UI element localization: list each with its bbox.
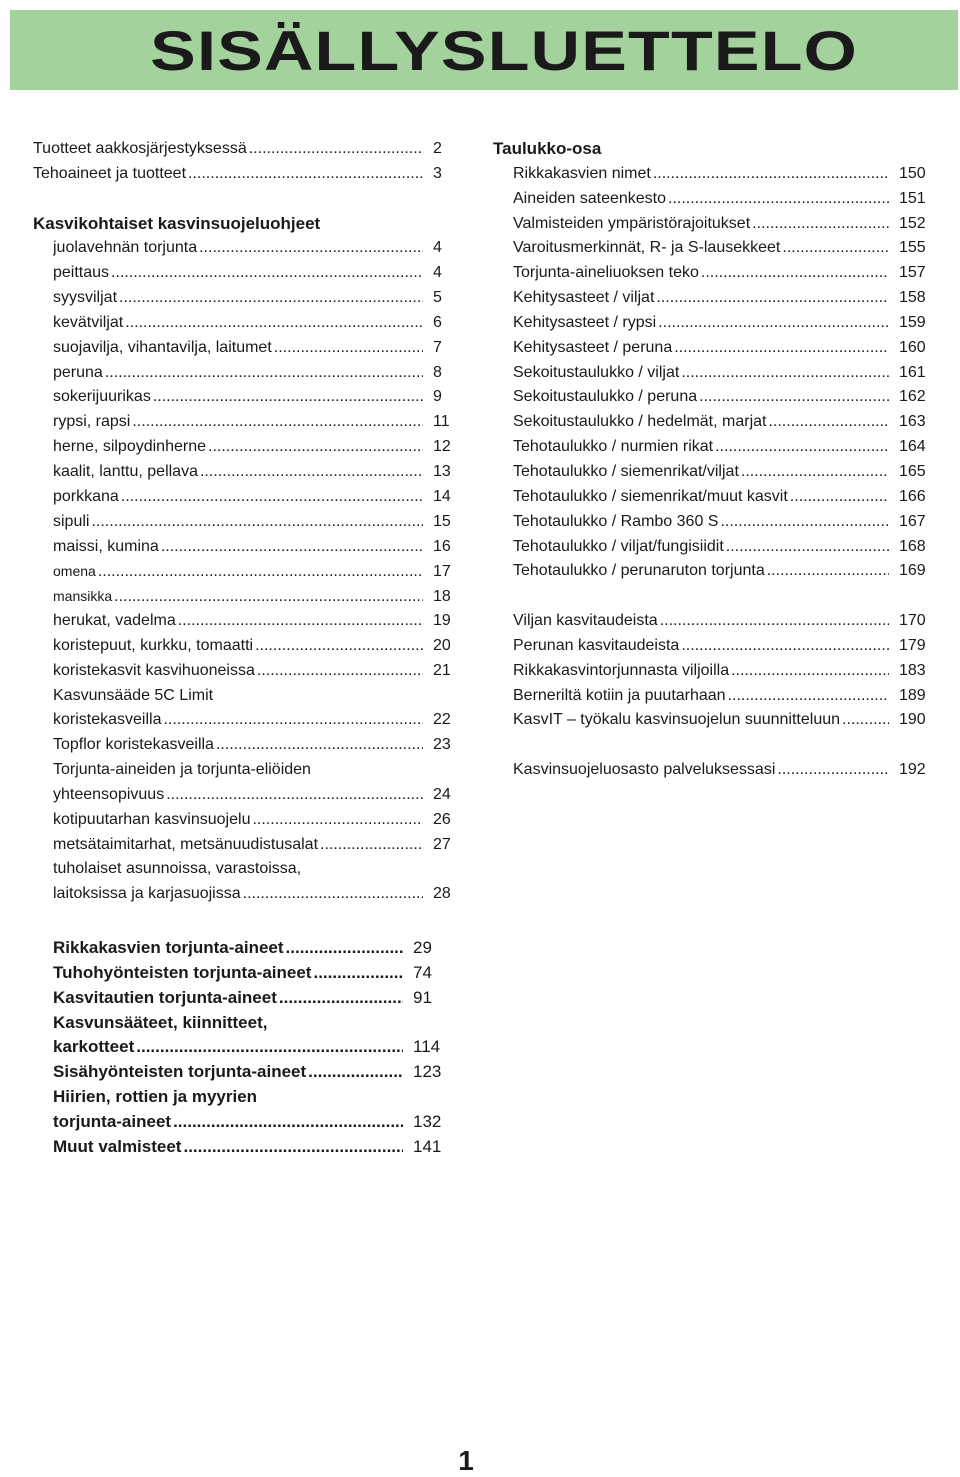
toc-page-number: 159	[899, 313, 926, 331]
toc-entry[interactable]	[493, 435, 943, 460]
toc-entry[interactable]	[33, 236, 463, 261]
toc-entry-label: Rikkakasvien torjunta-aineet	[53, 938, 284, 957]
dot-leader	[741, 460, 889, 485]
toc-entry-text	[53, 609, 425, 634]
toc-entry-line[interactable]: Hiirien, rottien ja myyrien	[53, 1087, 258, 1107]
toc-page-number: 6	[433, 313, 442, 331]
toc-entry-label: kevätviljat	[53, 313, 124, 331]
toc-page-number: 12	[433, 438, 451, 456]
dot-leader	[178, 609, 423, 634]
toc-page-number: 22	[433, 711, 451, 729]
toc-entry[interactable]	[53, 961, 463, 986]
toc-entry[interactable]	[493, 410, 943, 435]
toc-entry[interactable]	[53, 936, 463, 961]
toc-entry-text	[513, 286, 891, 311]
toc-entry-text	[53, 659, 425, 684]
dot-leader	[166, 783, 423, 808]
toc-page-number: 3	[433, 164, 442, 182]
toc-entry-text	[513, 261, 891, 286]
dot-leader	[286, 936, 403, 961]
toc-entry[interactable]	[33, 336, 463, 361]
toc-entry-label: metsätaimitarhat, metsänuudistusalat	[53, 835, 319, 853]
toc-entry-text	[513, 187, 891, 212]
toc-entry-text	[53, 961, 405, 986]
dot-leader	[320, 833, 423, 858]
toc-entry[interactable]	[493, 460, 943, 485]
toc-page-number: 18	[433, 588, 451, 606]
toc-entry-label: kotipuutarhan kasvinsuojelu	[53, 810, 251, 828]
toc-page-number: 158	[899, 289, 926, 307]
toc-entry[interactable]	[493, 236, 943, 261]
title-banner	[10, 10, 958, 90]
toc-entry[interactable]	[493, 684, 943, 709]
toc-entry-label: Kehitysasteet / viljat	[513, 289, 655, 307]
toc-entry-label: Sekoitustaulukko / hedelmät, marjat	[513, 413, 767, 431]
toc-entry-label: juolavehnän torjunta	[53, 239, 198, 257]
toc-entry-text	[513, 336, 891, 361]
toc-entry-text	[53, 733, 425, 758]
toc-entry[interactable]	[33, 460, 463, 485]
toc-entry-text	[513, 435, 891, 460]
toc-entry[interactable]	[493, 510, 943, 535]
dot-leader	[200, 460, 423, 485]
toc-entry-text	[513, 311, 891, 336]
toc-entry[interactable]	[33, 435, 463, 460]
left-column	[33, 137, 463, 907]
toc-entry[interactable]	[493, 286, 943, 311]
dot-leader	[136, 1035, 403, 1060]
toc-entry[interactable]	[53, 1035, 463, 1060]
toc-entry[interactable]	[493, 485, 943, 510]
dot-leader	[252, 808, 423, 833]
dot-leader	[715, 435, 889, 460]
toc-entry-label: karkotteet	[53, 1037, 135, 1057]
bottom-section	[53, 936, 463, 1160]
toc-entry-label: Tehotaulukko / nurmien rikat	[513, 438, 714, 456]
toc-page-number: 141	[413, 1136, 442, 1156]
toc-entry[interactable]	[33, 833, 463, 858]
toc-page-number: 132	[413, 1111, 442, 1131]
toc-entry[interactable]	[33, 261, 463, 286]
toc-entry-label: peittaus	[53, 264, 110, 282]
toc-entry[interactable]	[33, 385, 463, 410]
toc-entry-text	[513, 385, 891, 410]
toc-page-number: 190	[899, 711, 926, 729]
toc-page-number: 179	[899, 636, 926, 654]
toc-entry[interactable]	[493, 708, 943, 733]
toc-entry-label: Sekoitustaulukko / peruna	[513, 388, 698, 406]
toc-entry[interactable]	[33, 535, 463, 560]
toc-page-number: 170	[899, 612, 926, 630]
toc-entry[interactable]	[53, 986, 463, 1011]
toc-entry-text	[513, 162, 891, 187]
dot-leader	[114, 585, 423, 610]
toc-page-number: 8	[433, 363, 442, 381]
toc-entry-label: Rikkakasvintorjunnasta viljoilla	[513, 661, 730, 679]
toc-entry-label: Tuhohyönteisten torjunta-aineet	[53, 962, 312, 982]
toc-entry[interactable]	[53, 1135, 463, 1160]
toc-entry[interactable]	[493, 609, 943, 634]
toc-entry-label: maissi, kumina	[53, 537, 159, 555]
toc-entry[interactable]	[493, 212, 943, 237]
toc-page-number: 19	[433, 612, 451, 630]
toc-entry-text	[513, 212, 891, 237]
toc-page-number: 74	[413, 962, 432, 982]
toc-entry[interactable]	[33, 733, 463, 758]
toc-entry-text	[53, 1135, 405, 1160]
dot-leader	[199, 236, 423, 261]
toc-page-number: 9	[433, 388, 442, 406]
dot-leader	[188, 162, 423, 187]
toc-entry-text	[53, 1110, 405, 1135]
toc-entry-label: KasvIT – työkalu kasvinsuojelun suunnitteluun	[513, 711, 841, 729]
toc-entry-text	[53, 936, 405, 961]
toc-page-number: 189	[899, 686, 926, 704]
toc-page-number: 165	[899, 462, 926, 480]
toc-page-number: 160	[899, 338, 926, 356]
toc-entry-text	[53, 783, 425, 808]
toc-entry-text	[53, 634, 425, 659]
toc-page-number: 168	[899, 537, 926, 555]
toc-entry-text	[513, 485, 891, 510]
dot-leader	[777, 758, 889, 783]
toc-entry[interactable]	[493, 385, 943, 410]
toc-entry[interactable]	[53, 1110, 463, 1135]
toc-entry-text	[513, 410, 891, 435]
toc-entry-label: Perunan kasvitaudeista	[513, 636, 680, 654]
toc-page-number: 5	[433, 289, 442, 307]
dot-leader	[656, 286, 889, 311]
dot-leader	[274, 336, 423, 361]
toc-entry-text	[53, 1060, 405, 1085]
dot-leader	[313, 961, 403, 986]
toc-page-number: 4	[433, 239, 442, 257]
toc-page-number: 114	[413, 1037, 441, 1057]
toc-entry-text	[53, 236, 425, 261]
toc-entry[interactable]	[33, 162, 463, 187]
dot-leader	[308, 1060, 403, 1085]
dot-leader	[153, 385, 423, 410]
toc-entry-label: Topflor koristekasveilla	[53, 736, 214, 754]
toc-page-number: 157	[899, 264, 926, 282]
toc-entry[interactable]	[33, 882, 463, 907]
toc-page-number: 4	[433, 264, 442, 282]
toc-page-number: 163	[899, 413, 926, 431]
toc-page-number: 192	[899, 761, 926, 779]
dot-leader	[842, 708, 889, 733]
toc-entry-label: koristepuut, kurkku, tomaatti	[53, 636, 254, 654]
toc-entry-text	[513, 684, 891, 709]
dot-leader	[699, 385, 889, 410]
toc-entry-label: Tehotaulukko / siemenrikat/muut kasvit	[513, 487, 788, 505]
dot-leader	[132, 410, 423, 435]
toc-page-number: 183	[899, 661, 926, 679]
toc-page-number: 164	[899, 438, 926, 456]
dot-leader	[728, 684, 889, 709]
toc-entry[interactable]	[33, 659, 463, 684]
toc-page-number: 23	[433, 736, 451, 754]
toc-entry-label: Kehitysasteet / peruna	[513, 338, 673, 356]
toc-entry-text	[53, 535, 425, 560]
section-gap	[33, 187, 463, 212]
toc-page-number: 7	[433, 338, 442, 356]
toc-page-number: 17	[433, 563, 451, 581]
toc-entry[interactable]	[493, 535, 943, 560]
toc-entry-text	[53, 510, 425, 535]
dot-leader	[249, 137, 423, 162]
toc-entry-label: Tehotaulukko / Rambo 360 S	[513, 512, 719, 530]
toc-entry-label: Tuotteet aakkosjärjestyksessä	[33, 140, 247, 157]
section-heading-tables: Taulukko-osa	[493, 139, 602, 158]
toc-entry[interactable]	[33, 808, 463, 833]
toc-entry[interactable]	[33, 584, 463, 609]
toc-entry-text	[53, 286, 425, 311]
toc-entry-text	[33, 137, 425, 162]
dot-leader	[279, 986, 403, 1011]
toc-entry-label: herne, silpoydinherne	[53, 438, 206, 456]
toc-entry-text	[513, 708, 891, 733]
toc-page-number: 167	[899, 512, 926, 530]
toc-entry-label: Varoitusmerkinnät, R- ja S-lausekkeet	[513, 239, 781, 257]
toc-entry[interactable]	[33, 783, 463, 808]
toc-entry-text	[513, 559, 891, 584]
dot-leader	[658, 311, 889, 336]
dot-leader	[208, 435, 423, 460]
toc-page-number: 2	[433, 140, 442, 157]
dot-leader	[731, 659, 889, 684]
dot-leader	[668, 187, 889, 212]
toc-entry-text	[513, 758, 891, 783]
toc-entry[interactable]	[493, 311, 943, 336]
toc-entry[interactable]	[33, 311, 463, 336]
toc-entry-text	[513, 535, 891, 560]
dot-leader	[681, 361, 889, 386]
toc-entry-label: Tehoaineet ja tuotteet	[33, 164, 187, 182]
toc-entry-label: Kasvitautien torjunta-aineet	[53, 987, 277, 1007]
toc-entry-label: peruna	[53, 363, 103, 381]
toc-page-number: 150	[899, 164, 926, 182]
toc-entry-text	[513, 659, 891, 684]
toc-entry-text	[53, 708, 425, 733]
dot-leader	[91, 510, 423, 535]
dot-leader	[183, 1135, 403, 1160]
toc-entry-label: Valmisteiden ympäristörajoitukset	[513, 214, 751, 232]
toc-entry-label: omena	[53, 563, 96, 580]
dot-leader	[767, 559, 889, 584]
toc-entry-label: yhteensopivuus	[53, 785, 165, 803]
toc-entry-label: mansikka	[53, 588, 113, 605]
toc-entry-text	[53, 559, 425, 585]
toc-entry-text	[53, 833, 425, 858]
toc-entry-line[interactable]: Kasvunsääde 5C Limit	[53, 686, 214, 704]
toc-entry-label: suojavilja, vihantavilja, laitumet	[53, 338, 272, 356]
dot-leader	[701, 261, 889, 286]
toc-entry-label: Tehotaulukko / siemenrikat/viljat	[513, 462, 739, 480]
toc-entry[interactable]	[53, 1060, 463, 1085]
right-column	[493, 137, 943, 783]
toc-entry-text	[513, 634, 891, 659]
toc-entry-label: laitoksissa ja karjasuojissa	[53, 885, 241, 903]
toc-entry[interactable]	[33, 137, 463, 162]
toc-entry-label: rypsi, rapsi	[53, 413, 131, 431]
dot-leader	[660, 609, 889, 634]
toc-entry[interactable]	[33, 609, 463, 634]
toc-entry-label: Rikkakasvien nimet	[513, 164, 651, 182]
toc-page-number: 91	[413, 987, 432, 1007]
toc-entry-label: porkkana	[53, 487, 119, 505]
dot-leader	[768, 410, 889, 435]
toc-entry-text	[53, 986, 405, 1011]
dot-leader	[161, 535, 423, 560]
toc-entry-text	[513, 361, 891, 386]
toc-entry[interactable]	[493, 187, 943, 212]
toc-entry-text	[33, 162, 425, 187]
page-title: SISÄLLYSLUETTELO	[150, 18, 858, 82]
toc-entry-label: Sekoitustaulukko / viljat	[513, 363, 680, 381]
toc-entry-label: Aineiden sateenkesto	[513, 189, 666, 207]
dot-leader	[653, 162, 889, 187]
section-gap	[493, 584, 943, 609]
toc-entry-text	[53, 460, 425, 485]
toc-entry[interactable]	[33, 410, 463, 435]
dot-leader	[216, 733, 423, 758]
toc-entry-label: Tehotaulukko / viljat/fungisiidit	[513, 537, 724, 555]
toc-entry[interactable]	[493, 559, 943, 584]
toc-entry-label: Muut valmisteet	[53, 1136, 182, 1156]
toc-entry-text	[513, 460, 891, 485]
toc-entry-text	[513, 609, 891, 634]
toc-page-number: 152	[899, 214, 926, 232]
toc-page-number: 24	[433, 785, 451, 803]
toc-entry-text	[53, 361, 425, 386]
toc-entry-label: Kehitysasteet / rypsi	[513, 313, 657, 331]
toc-entry[interactable]	[33, 510, 463, 535]
toc-entry-text	[53, 311, 425, 336]
toc-entry-line[interactable]: Kasvunsääteet, kiinnitteet,	[53, 1012, 268, 1032]
dot-leader	[257, 659, 423, 684]
toc-page-number: 151	[899, 189, 926, 207]
toc-entry[interactable]	[33, 286, 463, 311]
toc-page-number: 161	[899, 363, 926, 381]
toc-entry[interactable]	[493, 659, 943, 684]
toc-page-number: 166	[899, 487, 926, 505]
dot-leader	[111, 261, 423, 286]
toc-page-number: 14	[433, 487, 451, 505]
toc-page-number: 155	[899, 239, 926, 257]
toc-entry-label: Berneriltä kotiin ja puutarhaan	[513, 686, 726, 704]
toc-page-number: 21	[433, 661, 451, 679]
toc-page-number: 29	[413, 938, 432, 957]
toc-entry-text	[53, 584, 425, 610]
toc-entry[interactable]	[33, 361, 463, 386]
toc-entry-text	[513, 236, 891, 261]
toc-entry-line[interactable]: tuholaiset asunnoissa, varastoissa,	[53, 860, 302, 878]
toc-entry-line[interactable]: Torjunta-aineiden ja torjunta-eliöiden	[53, 761, 311, 779]
dot-leader	[674, 336, 889, 361]
dot-leader	[105, 361, 423, 386]
toc-page-number: 13	[433, 462, 451, 480]
toc-entry-text	[53, 435, 425, 460]
toc-entry-label: kaalit, lanttu, pellava	[53, 462, 198, 480]
toc-entry-text	[513, 510, 891, 535]
toc-entry-label: syysviljat	[53, 289, 118, 307]
toc-page-number: 15	[433, 512, 451, 530]
toc-entry-text	[53, 882, 425, 907]
toc-entry-text	[53, 1035, 405, 1060]
toc-entry-label: sokerijuurikas	[53, 388, 151, 406]
dot-leader	[163, 708, 423, 733]
dot-leader	[782, 236, 889, 261]
section-heading-crops: Kasvikohtaiset kasvinsuojeluohjeet	[33, 213, 321, 233]
toc-entry[interactable]	[493, 261, 943, 286]
toc-entry-text	[53, 410, 425, 435]
page-number: 1	[458, 1445, 474, 1476]
toc-entry[interactable]	[493, 634, 943, 659]
dot-leader	[726, 535, 889, 560]
toc-entry-label: Sisähyönteisten torjunta-aineet	[53, 1062, 307, 1082]
toc-entry-label: koristekasveilla	[53, 711, 162, 729]
toc-entry-text	[53, 261, 425, 286]
dot-leader	[255, 634, 423, 659]
toc-entry-label: torjunta-aineet	[53, 1111, 172, 1131]
toc-entry[interactable]	[33, 708, 463, 733]
toc-entry[interactable]	[493, 758, 943, 783]
toc-entry-label: Tehotaulukko / perunaruton torjunta	[513, 562, 765, 580]
dot-leader	[243, 882, 423, 907]
toc-page-number: 162	[899, 388, 926, 406]
dot-leader	[98, 560, 423, 585]
toc-entry-label: Viljan kasvitaudeista	[513, 612, 658, 630]
toc-entry-label: koristekasvit kasvihuoneissa	[53, 661, 255, 679]
section-gap	[493, 733, 943, 758]
dot-leader	[790, 485, 889, 510]
toc-page-number: 11	[433, 413, 450, 431]
toc-entry[interactable]	[33, 485, 463, 510]
dot-leader	[119, 286, 423, 311]
dot-leader	[752, 212, 889, 237]
toc-page-number: 28	[433, 885, 451, 903]
toc-entry[interactable]	[33, 634, 463, 659]
toc-entry-text	[53, 336, 425, 361]
toc-entry-label: herukat, vadelma	[53, 612, 176, 630]
dot-leader	[681, 634, 889, 659]
toc-entry-text	[53, 485, 425, 510]
dot-leader	[173, 1110, 403, 1135]
toc-entry[interactable]	[493, 162, 943, 187]
toc-page-number: 27	[433, 835, 451, 853]
toc-entry[interactable]	[33, 559, 463, 584]
toc-page-number: 169	[899, 562, 926, 580]
toc-page-number: 16	[433, 537, 451, 555]
toc-page-number: 123	[413, 1062, 442, 1082]
dot-leader	[125, 311, 423, 336]
toc-entry-label: sipuli	[53, 512, 90, 530]
toc-entry[interactable]	[493, 361, 943, 386]
toc-entry-text	[53, 385, 425, 410]
dot-leader	[720, 510, 889, 535]
toc-entry-label: Kasvinsuojeluosasto palveluksessasi	[513, 761, 776, 779]
toc-page-number: 20	[433, 636, 451, 654]
dot-leader	[121, 485, 423, 510]
toc-entry-label: Torjunta-aineliuoksen teko	[513, 264, 699, 282]
toc-entry-text	[53, 808, 425, 833]
toc-page-number: 26	[433, 810, 451, 828]
toc-entry[interactable]	[493, 336, 943, 361]
